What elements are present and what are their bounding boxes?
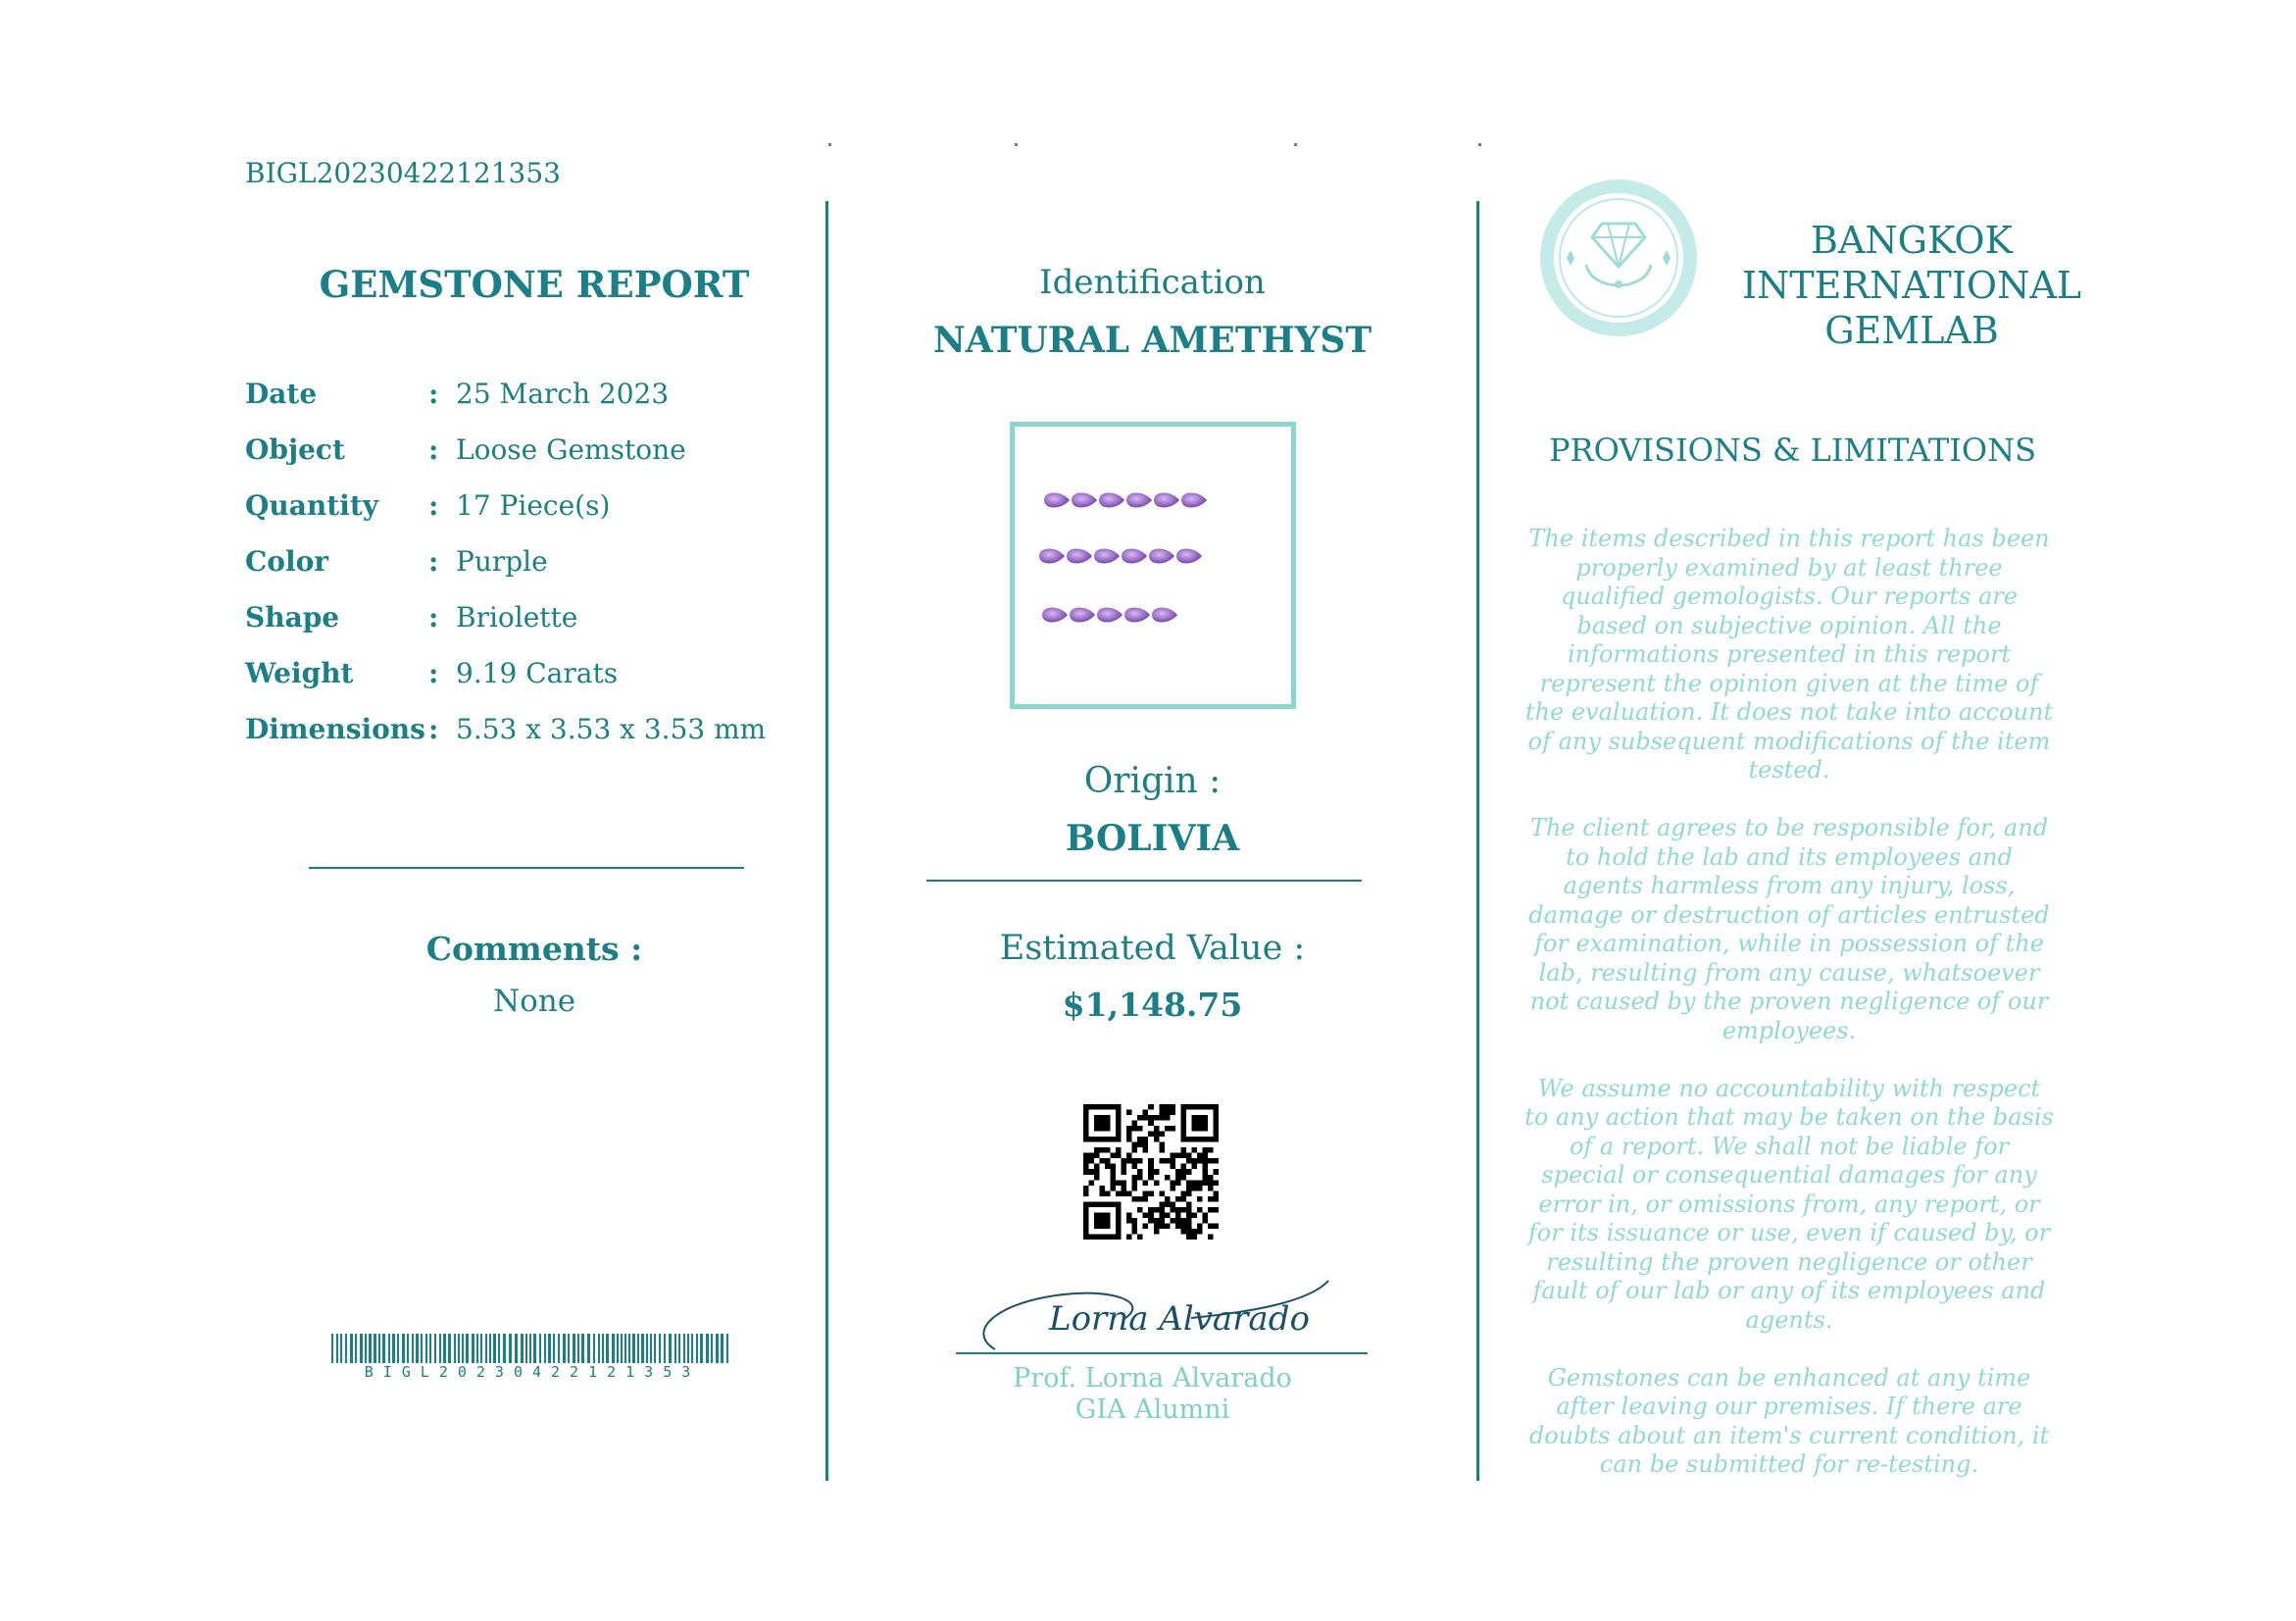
provisions-title: PROVISIONS & LIMITATIONS — [1549, 431, 2036, 469]
field-label: Date — [245, 378, 318, 410]
provision-paragraph: We assume no accountability with respect to any action that may be taken on the basis of a report. We shall not be liable for special or consequential damages for any error in, or omissions from, any report, or for its issuance or use, even if caused by, or resulting the proven negligence or other fault of our lab or any of its employees and agents. — [1524, 1074, 2054, 1334]
report-title: GEMSTONE REPORT — [319, 263, 750, 306]
comments-label: Comments : — [425, 930, 643, 968]
field-value: 17 Piece(s) — [456, 489, 611, 522]
dot — [1015, 143, 1018, 146]
gemstone-photo — [1010, 422, 1296, 709]
dot — [1294, 143, 1297, 146]
field-separator: : — [428, 713, 439, 745]
field-separator: : — [428, 657, 439, 689]
gemstone — [1039, 549, 1065, 564]
gemstone — [1181, 493, 1207, 508]
column-divider — [825, 201, 828, 1481]
divider — [309, 867, 744, 869]
signatory-credential: GIA Alumni — [1074, 1394, 1230, 1425]
signature-script: Lorna Alvarado — [1049, 1299, 1310, 1339]
field-row-dimensions — [245, 713, 794, 769]
field-label: Shape — [245, 601, 340, 633]
gemstone — [1176, 549, 1202, 564]
field-value: Loose Gemstone — [456, 433, 686, 466]
gemstone — [1149, 549, 1174, 564]
qr-code-icon — [1083, 1104, 1219, 1240]
gemstone — [1126, 493, 1152, 508]
origin-label: Origin : — [1083, 761, 1222, 801]
origin-value: BOLIVIA — [1065, 818, 1240, 859]
field-label: Quantity — [245, 489, 379, 522]
field-row-object — [245, 433, 794, 489]
estimated-value: $1,148.75 — [1062, 986, 1243, 1024]
field-separator: : — [428, 545, 439, 578]
field-label: Color — [245, 545, 329, 578]
provision-paragraph: The client agrees to be responsible for, and to hold the lab and its employees and agents harmless from any injury, loss, damage or destruction of articles entrusted for examination, while in possession of the lab, resulting from any cause, whatsoever not caused by the proven negligence of our employees. — [1528, 814, 2050, 1044]
gemstones-image — [1015, 427, 1291, 704]
barcode-text: BIGL20230422121353 — [364, 1363, 701, 1381]
lab-name — [1735, 218, 2088, 353]
field-value: 9.19 Carats — [456, 657, 619, 689]
field-row-color — [245, 545, 794, 601]
dot — [828, 143, 831, 146]
gemstone — [1042, 608, 1068, 623]
gemstone — [1044, 493, 1070, 508]
field-separator: : — [428, 489, 439, 522]
provisions-text — [1524, 525, 2054, 1508]
report-fields — [245, 378, 794, 769]
gemstone — [1124, 608, 1150, 623]
comments-value: None — [492, 984, 576, 1019]
provision-paragraph: Gemstones can be enhanced at any time after leaving our premises. If there are doubts about an item's current condition, it can be submitted for re-testing. — [1528, 1363, 2050, 1478]
gemstone — [1154, 493, 1179, 508]
field-value: 25 March 2023 — [456, 378, 670, 410]
field-value: Purple — [456, 545, 548, 578]
gemstone — [1070, 608, 1095, 623]
gemstone — [1067, 549, 1092, 564]
field-separator: : — [428, 601, 439, 633]
signatory-name: Prof. Lorna Alvarado — [1013, 1363, 1292, 1393]
field-row-quantity — [245, 489, 794, 545]
seal-logo-icon — [1537, 177, 1700, 339]
field-separator: : — [428, 433, 439, 466]
field-row-date — [245, 378, 794, 433]
stone-name: NATURAL AMETHYST — [932, 320, 1373, 361]
lab-name-line: GEMLAB — [1824, 309, 1999, 352]
barcode-icon — [331, 1334, 733, 1363]
field-row-shape — [245, 601, 794, 657]
lab-name-line: BANGKOK — [1811, 219, 2013, 262]
divider — [926, 880, 1362, 882]
signature-icon — [956, 1273, 1368, 1361]
dot — [1478, 143, 1481, 146]
field-row-weight — [245, 657, 794, 713]
field-value: 5.53 x 3.53 x 3.53 mm — [456, 713, 767, 745]
report-id: BIGL20230422121353 — [245, 157, 561, 189]
gemstone — [1122, 549, 1147, 564]
gemstone — [1094, 549, 1120, 564]
provision-paragraph: The items described in this report has been properly examined by at least three qualified gemologists. Our reports are based on subjective opinion. All the informations presented in this report represent the opinion given at the time of the evaluation. It does not take into account of any subsequent modifications of the item tested. — [1524, 525, 2054, 784]
field-value: Briolette — [456, 601, 578, 633]
identification-label: Identification — [1039, 263, 1266, 302]
field-label: Object — [245, 433, 345, 466]
gemstone — [1152, 608, 1177, 623]
lab-name-line: INTERNATIONAL — [1741, 264, 2081, 307]
gemstone — [1097, 608, 1123, 623]
estimated-value-label: Estimated Value : — [999, 929, 1306, 968]
gemstone — [1099, 493, 1124, 508]
gemstone — [1072, 493, 1097, 508]
column-divider — [1476, 201, 1479, 1481]
field-label: Weight — [245, 657, 354, 689]
field-separator: : — [428, 378, 439, 410]
field-label: Dimensions — [245, 713, 425, 745]
